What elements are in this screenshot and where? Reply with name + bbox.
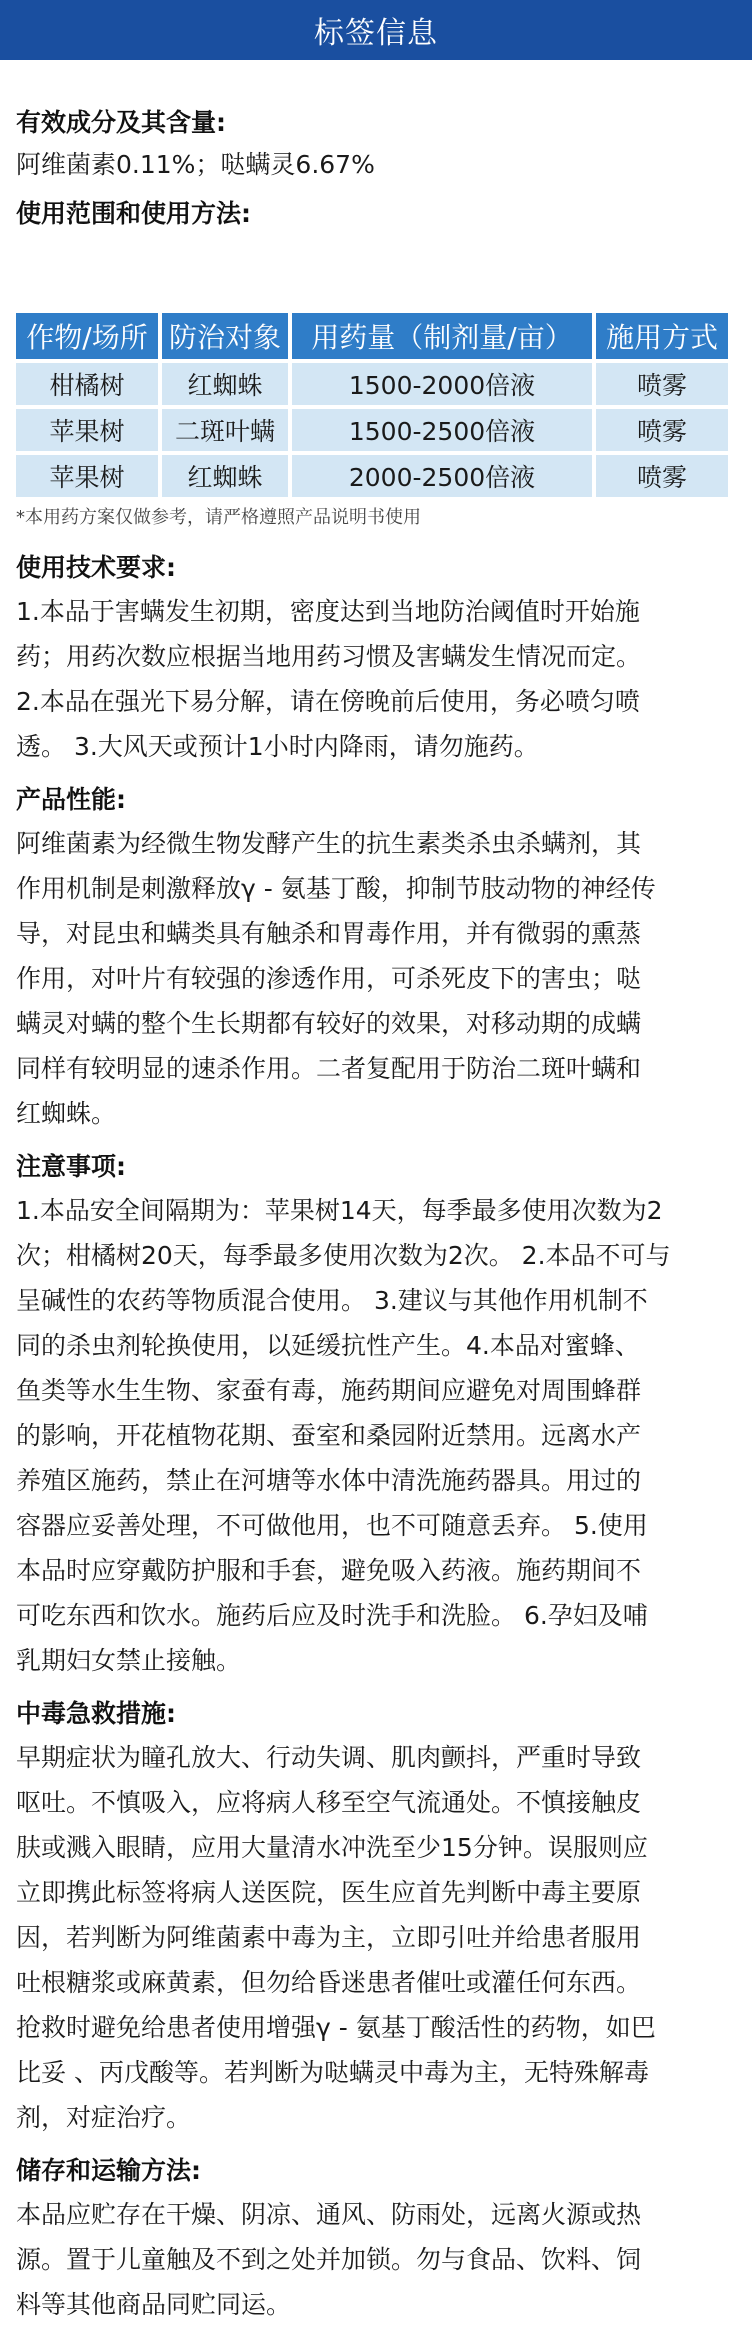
header-crop: 作物/场所	[16, 313, 158, 359]
performance-line: 螨灵对螨的整个生长期都有较好的效果，对移动期的成螨	[16, 1009, 642, 1038]
precautions-line: 1.本品安全间隔期为：苹果树14天，每季最多使用次数为2	[16, 1196, 663, 1225]
precautions-title: 注意事项:	[16, 1152, 126, 1181]
first-aid-line: 剂，对症治疗。	[16, 2103, 192, 2132]
technique-title: 使用技术要求:	[16, 553, 176, 582]
performance-line: 作用，对叶片有较强的渗透作用，可杀死皮下的害虫；哒	[16, 964, 642, 993]
page-header	[0, 0, 752, 60]
usage-section	[16, 197, 736, 231]
dosage-table-wrap	[16, 309, 736, 531]
precautions-line: 养殖区施药，禁止在河塘等水体中清洗施药器具。用过的	[16, 1466, 642, 1495]
storage-section	[16, 2154, 736, 2327]
label-content	[0, 106, 752, 2327]
first-aid-section	[16, 1697, 736, 2140]
performance-line: 阿维菌素为经微生物发酵产生的抗生素类杀虫杀螨剂，其	[16, 829, 642, 858]
precautions-line: 呈碱性的农药等物质混合使用。 3.建议与其他作用机制不	[16, 1286, 648, 1315]
first-aid-line: 呕吐。不慎吸入，应将病人移至空气流通处。不慎接触皮	[16, 1788, 642, 1817]
cell-dosage: 1500-2000倍液	[292, 363, 592, 405]
precautions-line: 容器应妥善处理，不可做他用，也不可随意丢弃。 5.使用	[16, 1511, 648, 1540]
precautions-section	[16, 1150, 736, 1683]
first-aid-line: 立即携此标签将病人送医院，医生应首先判断中毒主要原	[16, 1878, 642, 1907]
cell-dosage: 2000-2500倍液	[292, 455, 592, 497]
technique-line: 1.本品于害螨发生初期，密度达到当地防治阈值时开始施	[16, 597, 640, 626]
first-aid-line: 因，若判断为阿维菌素中毒为主，立即引吐并给患者服用	[16, 1923, 642, 1952]
cell-method: 喷雾	[596, 455, 728, 497]
cell-crop: 苹果树	[16, 409, 158, 451]
precautions-line: 可吃东西和饮水。施药后应及时洗手和洗脸。 6.孕妇及哺	[16, 1601, 648, 1630]
technique-line: 透。 3.大风天或预计1小时内降雨，请勿施药。	[16, 732, 539, 761]
first-aid-line: 早期症状为瞳孔放大、行动失调、肌肉颤抖，严重时导致	[16, 1743, 642, 1772]
dosage-table	[12, 309, 732, 501]
performance-line: 红蜘蛛。	[16, 1099, 117, 1128]
precautions-line: 次；柑橘树20天，每季最多使用次数为2次。 2.本品不可与	[16, 1241, 671, 1270]
first-aid-line: 肤或溅入眼睛，应用大量清水冲洗至少15分钟。误服则应	[16, 1833, 648, 1862]
cell-target: 红蜘蛛	[162, 455, 288, 497]
ingredients-text: 阿维菌素0.11%；哒螨灵6.67%	[16, 150, 375, 179]
ingredients-title: 有效成分及其含量:	[16, 108, 226, 137]
table-row	[16, 455, 728, 497]
cell-crop: 苹果树	[16, 455, 158, 497]
first-aid-line: 抢救时避免给患者使用增强γ - 氨基丁酸活性的药物，如巴	[16, 2013, 656, 2042]
storage-line: 本品应贮存在干燥、阴凉、通风、防雨处，远离火源或热	[16, 2200, 642, 2229]
ingredients-section	[16, 106, 736, 187]
cell-method: 喷雾	[596, 409, 728, 451]
first-aid-title: 中毒急救措施:	[16, 1699, 176, 1728]
precautions-line: 同的杀虫剂轮换使用，以延缓抗性产生。4.本品对蜜蜂、	[16, 1331, 640, 1360]
cell-crop: 柑橘树	[16, 363, 158, 405]
table-row	[16, 409, 728, 451]
header-dosage: 用药量（制剂量/亩）	[292, 313, 592, 359]
table-header-row	[16, 313, 728, 359]
storage-title: 储存和运输方法:	[16, 2156, 201, 2185]
usage-title: 使用范围和使用方法:	[16, 199, 251, 228]
performance-line: 导，对昆虫和螨类具有触杀和胃毒作用，并有微弱的熏蒸	[16, 919, 642, 948]
storage-line: 料等其他商品同贮同运。	[16, 2290, 292, 2319]
table-row	[16, 363, 728, 405]
header-target: 防治对象	[162, 313, 288, 359]
performance-section	[16, 783, 736, 1136]
performance-line: 同样有较明显的速杀作用。二者复配用于防治二斑叶螨和	[16, 1054, 642, 1083]
cell-target: 二斑叶螨	[162, 409, 288, 451]
first-aid-line: 吐根糖浆或麻黄素，但勿给昏迷患者催吐或灌任何东西。	[16, 1968, 642, 1997]
technique-section	[16, 551, 736, 769]
technique-line: 2.本品在强光下易分解，请在傍晚前后使用，务必喷匀喷	[16, 687, 640, 716]
dosage-note: *本用药方案仅做参考，请严格遵照产品说明书使用	[16, 507, 421, 528]
precautions-line: 乳期妇女禁止接触。	[16, 1646, 242, 1675]
page-title: 标签信息	[314, 16, 438, 51]
cell-target: 红蜘蛛	[162, 363, 288, 405]
performance-line: 作用机制是刺激释放γ - 氨基丁酸，抑制节肢动物的神经传	[16, 874, 656, 903]
first-aid-line: 比妥 、丙戊酸等。若判断为哒螨灵中毒为主，无特殊解毒	[16, 2058, 649, 2087]
performance-title: 产品性能:	[16, 785, 126, 814]
precautions-line: 本品时应穿戴防护服和手套，避免吸入药液。施药期间不	[16, 1556, 642, 1585]
precautions-line: 的影响，开花植物花期、蚕室和桑园附近禁用。远离水产	[16, 1421, 642, 1450]
technique-line: 药；用药次数应根据当地用药习惯及害螨发生情况而定。	[16, 642, 642, 671]
storage-line: 源。置于儿童触及不到之处并加锁。勿与食品、饮料、饲	[16, 2245, 642, 2274]
cell-method: 喷雾	[596, 363, 728, 405]
precautions-line: 鱼类等水生生物、家蚕有毒，施药期间应避免对周围蜂群	[16, 1376, 642, 1405]
cell-dosage: 1500-2500倍液	[292, 409, 592, 451]
header-method: 施用方式	[596, 313, 728, 359]
